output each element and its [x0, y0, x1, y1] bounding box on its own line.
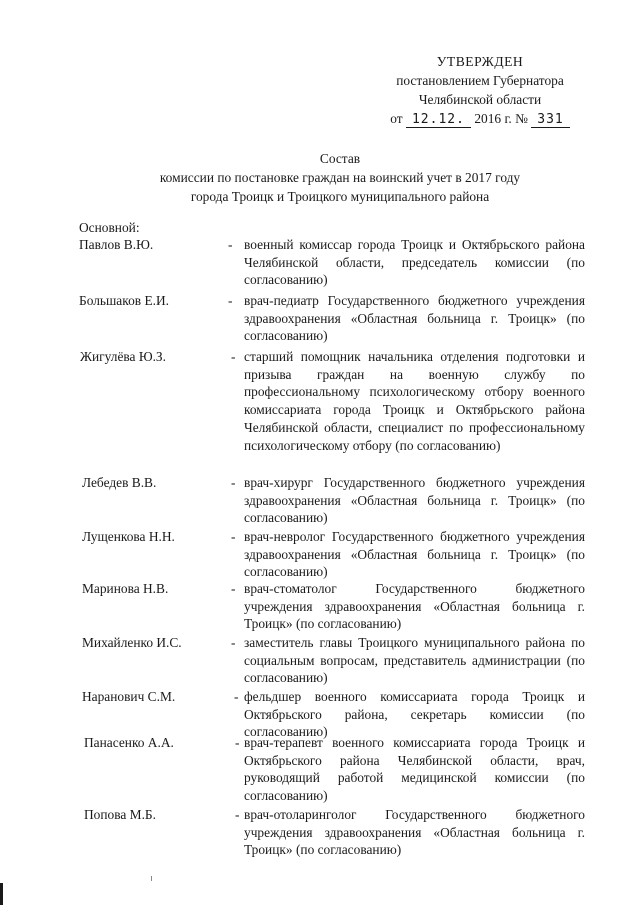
scan-mark — [151, 876, 152, 881]
member-dash: - — [234, 689, 239, 704]
heading-line-1: Состав — [319, 151, 361, 166]
member-dash: - — [235, 735, 240, 750]
approval-block — [360, 52, 600, 129]
date-prefix: от — [390, 111, 403, 126]
member-name: Панасенко А.А. — [84, 735, 174, 750]
member-dash: - — [228, 237, 233, 252]
year-text: 2016 г. № — [474, 111, 528, 126]
member-description: врач-отоларинголог Государственного бюджетного учреждения здравоохранения «Областная больница г. Троицк» (по согласованию) — [244, 807, 585, 858]
member-name: Лущенкова Н.Н. — [82, 529, 175, 544]
member-description: врач-невролог Государственного бюджетного учреждения здравоохранения «Областная больница г. Троицк» (по согласованию) — [244, 529, 585, 580]
member-dash: - — [235, 807, 240, 822]
member-name: Большаков Е.И. — [79, 293, 169, 308]
member-name: Наранович С.М. — [82, 689, 176, 704]
member-dash: - — [231, 349, 236, 364]
member-description: врач-педиатр Государственного бюджетного учреждения здравоохранения «Областная больница г. Троицк» (по согласованию) — [244, 293, 585, 344]
member-dash: - — [231, 475, 236, 490]
member-description: военный комиссар города Троицк и Октябрьского района Челябинской области, председатель комиссии (по согласованию) — [244, 237, 585, 288]
approval-date-line — [360, 109, 600, 129]
approval-line-1: постановлением Губернатора — [396, 73, 564, 88]
heading-line-3: города Троицк и Троицкого муниципального района — [190, 189, 490, 204]
heading-line-2: комиссии по постановке граждан на воинский учет в 2017 году — [159, 170, 521, 185]
approval-title: УТВЕРЖДЕН — [436, 54, 524, 69]
member-name: Михайленко И.С. — [82, 635, 182, 650]
section-label: Основной: — [79, 220, 140, 235]
member-name: Жигулёва Ю.З. — [80, 349, 166, 364]
member-description: врач-хирург Государственного бюджетного учреждения здравоохранения «Областная больница г. Троицк» (по согласованию) — [244, 475, 585, 526]
member-description: врач-терапевт военного комиссариата города Троицк и Октябрьского района Челябинской области, врач, руководящий работой медицинской комиссии (по согласованию) — [244, 735, 585, 804]
scan-edge-mark — [0, 883, 3, 905]
member-description: заместитель главы Троицкого муниципального района по социальным вопросам, представитель администрации (по согласованию) — [244, 635, 585, 686]
member-name: Лебедев В.В. — [82, 475, 157, 490]
decree-number: 331 — [531, 112, 569, 128]
member-name: Попова М.Б. — [84, 807, 156, 822]
member-name: Маринова Н.В. — [82, 581, 169, 596]
member-dash: - — [231, 581, 236, 596]
member-description: старший помощник начальника отделения подготовки и призыва граждан на военную службу по профессиональному психологическому отбору военного комиссариата города Троицк и Октябрьского района Челябинской области, специалист по профессиональному психологическому отбору (по согласованию) — [244, 349, 585, 453]
document-heading — [80, 149, 600, 206]
member-description: фельдшер военного комиссариата города Троицк и Октябрьского района, секретарь комиссии (по согласованию) — [244, 689, 585, 740]
approval-line-2: Челябинской области — [418, 92, 542, 107]
date-value: 12.12. — [406, 112, 471, 128]
member-description: врач-стоматолог Государственного бюджетного учреждения здравоохранения «Областная больница г. Троицк» (по согласованию) — [244, 581, 585, 632]
member-dash: - — [231, 529, 236, 544]
member-dash: - — [228, 293, 233, 308]
member-name: Павлов В.Ю. — [79, 237, 154, 252]
member-dash: - — [231, 635, 236, 650]
